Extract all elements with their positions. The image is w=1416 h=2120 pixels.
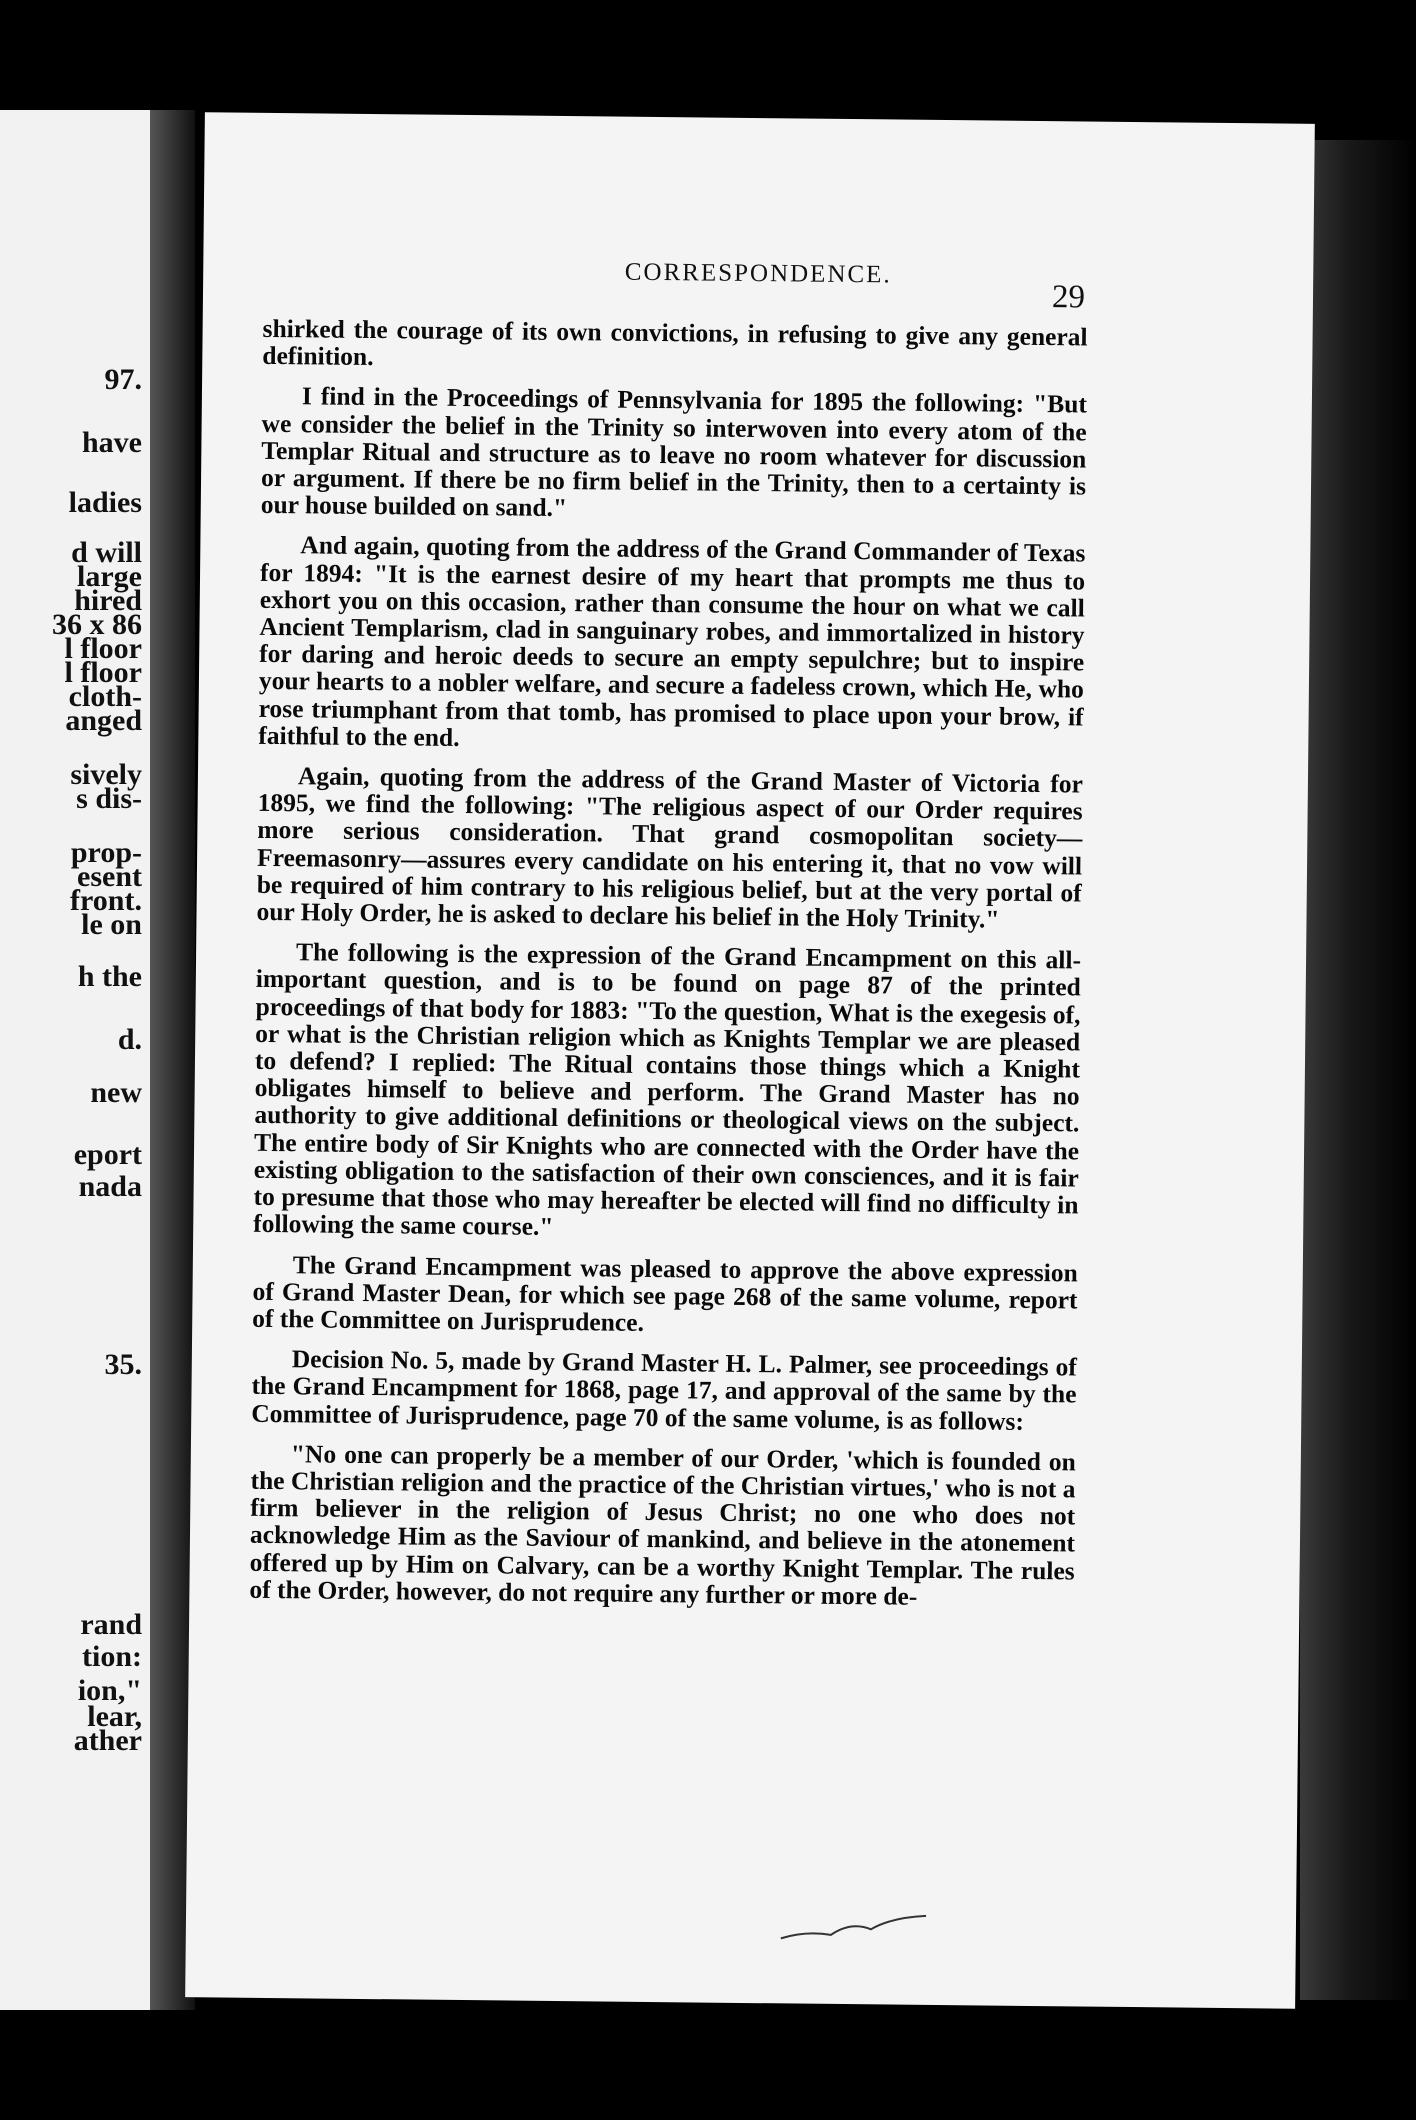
- paragraph: Again, quoting from the address of the Grand Master of Victoria for 1895, we find the following: "The religious aspect of our Order requires more serious consideration. That grand cosmopolitan society—Freemasonry—assures every candidate on his entering it, that no vow will be required of him contrary to his religious belief, but at the very portal of our Holy Order, he is asked to declare his belief in the Holy Trinity.": [256, 761, 1084, 934]
- facing-page-text: h the: [77, 960, 142, 993]
- facing-page-text: l floor: [64, 632, 142, 665]
- facing-page-text: cloth-: [68, 680, 142, 713]
- paragraph: I find in the Proceedings of Pennsylvania for 1895 the following: "But we consider the belief in the Trinity so interwoven into every atom of the Templar Ritual and structure as to leave no room whatever for discussion or argument. If there be no firm belief in the Trinity, then to a certainty is our house builded on sand.": [260, 381, 1088, 523]
- facing-page-text: lear,: [87, 1700, 142, 1733]
- paragraph: And again, quoting from the address of the Grand Commander of Texas for 1894: "It is the earnest desire of my heart that prompts me thus to exhort you on this occasion, rather than consume the hour on what we call Ancient Templarism, clad in sanguinary robes, and immortalized in history for daring and heroic deeds to secure an empty sepulchre; but to inspire your hearts to a nobler welfare, and secure a fadeless crown, which He, who rose triumphant from that tomb, has promised to place upon your brow, if faithful to the end.: [258, 530, 1086, 752]
- paragraph: The Grand Encampment was pleased to approve the above expression of Grand Master Dean, for which see page 268 of the same volume, report of the Committee on Jurisprudence.: [252, 1249, 1078, 1337]
- facing-page-text: 35.: [104, 1348, 142, 1381]
- facing-page-text: esent: [77, 860, 142, 893]
- pen-mark-icon: [776, 1908, 936, 1950]
- facing-page-text: prop-: [70, 836, 142, 869]
- facing-page-text: ladies: [68, 486, 142, 519]
- paragraph: Decision No. 5, made by Grand Master H. L. Palmer, see proceedings of the Grand Encampment for 1868, page 17, and approval of the same by the Committee of Jurisprudence, page 70 of the same volume, is as follows:: [251, 1344, 1077, 1436]
- book-page: [185, 112, 1315, 2009]
- page-body: [249, 315, 1088, 1625]
- page-number: 29: [1051, 279, 1086, 316]
- facing-page-text: ion,": [77, 1674, 142, 1707]
- paragraph: The following is the expression of the Grand Encampment on this all-important question, and is to be found on page 87 of the printed proceedings of that body for 1883: "To the question, What is the exegesis of, or what is the Christian religion which as Knights Templar we are pleased to defend? I replied: The Ritual contains those things which a Knight obligates himself to believe and perform. The Grand Master has no authority to give additional definitions or theological views on the subject. The entire body of Sir Knights who are connected with the Order have the existing obligation to the satisfaction of their own consciences, and it is fair to presume that those who may hereafter be elected will find no difficulty in following the same course.": [253, 937, 1082, 1242]
- facing-page-text: rand: [80, 1608, 142, 1641]
- facing-page-text: large: [77, 560, 142, 593]
- paragraph: "No one can properly be a member of our Order, 'which is founded on the Christian religion and the practice of the Christian virtues,' who is not a firm believer in the religion of Jesus Christ; no one who does not acknowledge Him as the Saviour of mankind, and believe in the atonement offered up by Him on Calvary, can be a worthy Knight Templar. The rules of the Order, however, do not require any further or more de-: [249, 1438, 1076, 1611]
- facing-page-text: eport: [73, 1138, 142, 1171]
- facing-page-text: sively: [70, 758, 142, 791]
- paragraph: shirked the courage of its own convictions, in refusing to give any general definition.: [262, 313, 1088, 372]
- facing-page-fragment: [0, 110, 150, 2010]
- facing-page-text: 97.: [104, 363, 142, 396]
- facing-page-text: tion:: [82, 1640, 142, 1673]
- facing-page-text: front.: [70, 884, 142, 917]
- running-header: CORRESPONDENCE.: [624, 258, 892, 289]
- facing-page-text: ather: [73, 1724, 142, 1757]
- facing-page-text: have: [82, 426, 142, 459]
- facing-page-text: anged: [65, 704, 142, 737]
- facing-page-text: nada: [78, 1170, 142, 1203]
- facing-page-text: s dis-: [76, 782, 142, 815]
- facing-page-text: d.: [117, 1023, 142, 1056]
- facing-page-text: le on: [81, 908, 142, 941]
- facing-page-text: hired: [74, 584, 142, 617]
- book-edge: [1300, 140, 1416, 2000]
- facing-page-text: 36 x 86: [52, 608, 142, 641]
- facing-page-text: d will: [71, 536, 142, 569]
- facing-page-text: l floor: [64, 656, 142, 689]
- facing-page-text: new: [90, 1076, 142, 1109]
